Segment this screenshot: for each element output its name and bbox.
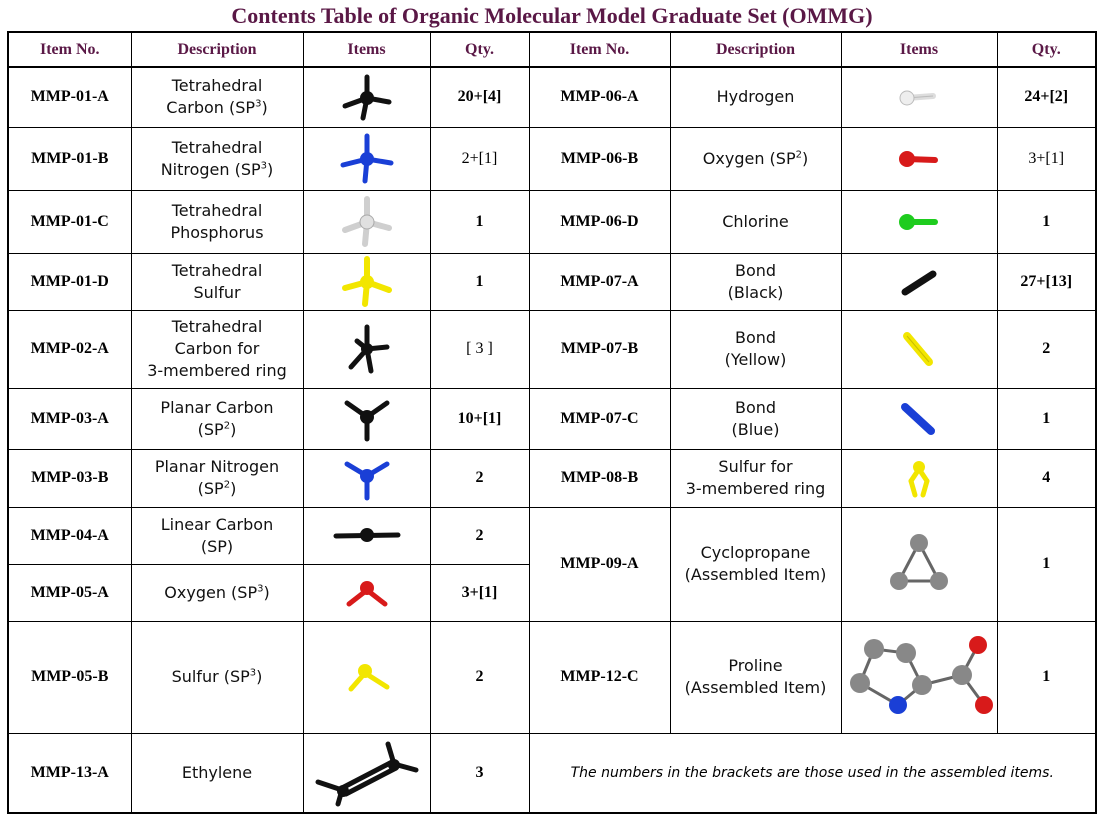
- header-row: [8, 32, 1096, 67]
- item-code: MMP-09-A: [529, 507, 670, 621]
- header-description-2: Description: [670, 32, 841, 67]
- table-row: [8, 67, 1096, 127]
- header-item-no: Item No.: [8, 32, 131, 67]
- item-code: MMP-05-A: [8, 564, 131, 621]
- header-items: Items: [303, 32, 430, 67]
- ring-carbon-black-icon: [337, 319, 397, 379]
- planar-black-icon: [337, 393, 397, 445]
- item-description: Planar Nitrogen $(SP^2)$: [131, 449, 303, 507]
- item-description: Linear Carbon (SP): [131, 507, 303, 564]
- item-code: MMP-13-A: [8, 733, 131, 813]
- table-row: [8, 253, 1096, 310]
- item-qty: 27+[13]: [997, 253, 1096, 310]
- oxygen-red-icon: [337, 576, 397, 610]
- item-code: MMP-06-A: [529, 67, 670, 127]
- item-description: Ethylene: [131, 733, 303, 813]
- item-code: MMP-07-C: [529, 388, 670, 449]
- item-code: MMP-02-A: [8, 310, 131, 388]
- header-qty: Qty.: [430, 32, 529, 67]
- table-row: [8, 621, 1096, 733]
- item-qty: 20+[4]: [430, 67, 529, 127]
- footnote: The numbers in the brackets are those used in the assembled items.: [529, 733, 1096, 813]
- item-code: MMP-01-C: [8, 190, 131, 253]
- item-code: MMP-06-B: [529, 127, 670, 190]
- item-description: Chlorine: [670, 190, 841, 253]
- item-qty: 3: [430, 733, 529, 813]
- header-items-2: Items: [841, 32, 997, 67]
- item-qty: 2: [997, 310, 1096, 388]
- item-code: MMP-05-B: [8, 621, 131, 733]
- contents-table: [7, 31, 1097, 814]
- bond-blue-icon: [889, 397, 949, 441]
- item-qty: 1: [430, 190, 529, 253]
- table-row: [8, 733, 1096, 813]
- item-description: Oxygen $(SP^3)$: [131, 564, 303, 621]
- proline-icon: [844, 627, 994, 727]
- item-code: MMP-03-A: [8, 388, 131, 449]
- item-qty: 3+[1]: [997, 127, 1096, 190]
- sulfur-ring-yellow-icon: [889, 455, 949, 501]
- item-description: Tetrahedral Carbon for 3-membered ring: [131, 310, 303, 388]
- header-description: Description: [131, 32, 303, 67]
- page-title: Contents Table of Organic Molecular Model Graduate Set (OMMG): [231, 3, 873, 28]
- item-description: Bond (Blue): [670, 388, 841, 449]
- table-row: [8, 388, 1096, 449]
- item-description: Oxygen $(SP^2)$: [670, 127, 841, 190]
- item-code: MMP-12-C: [529, 621, 670, 733]
- tetrahedral-black-icon: [337, 72, 397, 122]
- header-qty-2: Qty.: [997, 32, 1096, 67]
- ethylene-black-icon: [312, 738, 422, 808]
- item-qty: 3+[1]: [430, 564, 529, 621]
- oxygen-red-single-icon: [889, 144, 949, 174]
- item-code: MMP-08-B: [529, 449, 670, 507]
- item-qty: 2: [430, 621, 529, 733]
- chlorine-green-icon: [889, 207, 949, 237]
- item-description: Tetrahedral Nitrogen $(SP^3)$: [131, 127, 303, 190]
- item-code: MMP-07-A: [529, 253, 670, 310]
- table-row: [8, 449, 1096, 507]
- item-qty: 1: [430, 253, 529, 310]
- item-code: MMP-01-D: [8, 253, 131, 310]
- item-code: MMP-04-A: [8, 507, 131, 564]
- item-qty: 1: [997, 388, 1096, 449]
- item-description: Cyclopropane (Assembled Item): [670, 507, 841, 621]
- item-code: MMP-03-B: [8, 449, 131, 507]
- planar-blue-icon: [337, 452, 397, 504]
- item-description: Planar Carbon $(SP^2)$: [131, 388, 303, 449]
- item-qty: 2: [430, 507, 529, 564]
- table-row: [8, 310, 1096, 388]
- item-code: MMP-06-D: [529, 190, 670, 253]
- item-code: MMP-01-B: [8, 127, 131, 190]
- bond-yellow-icon: [889, 324, 949, 374]
- item-description: Hydrogen: [670, 67, 841, 127]
- hydrogen-white-icon: [889, 82, 949, 112]
- item-description: Tetrahedral Carbon $(SP^3)$: [131, 67, 303, 127]
- item-description: Bond (Black): [670, 253, 841, 310]
- item-qty: 2+[1]: [430, 127, 529, 190]
- header-item-no-2: Item No.: [529, 32, 670, 67]
- cyclopropane-icon: [879, 529, 959, 599]
- item-qty: 10+[1]: [430, 388, 529, 449]
- linear-black-icon: [332, 521, 402, 551]
- item-qty: 1: [997, 507, 1096, 621]
- item-qty: 2: [430, 449, 529, 507]
- item-description: Sulfur for 3-membered ring: [670, 449, 841, 507]
- item-description: Bond (Yellow): [670, 310, 841, 388]
- item-code: MMP-01-A: [8, 67, 131, 127]
- sulfur-yellow-icon: [337, 657, 397, 697]
- tetrahedral-yellow-icon: [337, 256, 397, 308]
- item-qty: 1: [997, 621, 1096, 733]
- item-qty: 24+[2]: [997, 67, 1096, 127]
- item-description: Tetrahedral Phosphorus: [131, 190, 303, 253]
- item-description: Sulfur $(SP^3)$: [131, 621, 303, 733]
- bond-black-icon: [889, 262, 949, 302]
- table-row: [8, 190, 1096, 253]
- item-description: Proline (Assembled Item): [670, 621, 841, 733]
- table-row: [8, 507, 1096, 564]
- tetrahedral-white-icon: [337, 196, 397, 248]
- item-qty: 1: [997, 190, 1096, 253]
- item-description: Tetrahedral Sulfur: [131, 253, 303, 310]
- item-code: MMP-07-B: [529, 310, 670, 388]
- item-qty: [ 3 ]: [430, 310, 529, 388]
- table-row: [8, 127, 1096, 190]
- tetrahedral-blue-icon: [337, 133, 397, 185]
- item-qty: 4: [997, 449, 1096, 507]
